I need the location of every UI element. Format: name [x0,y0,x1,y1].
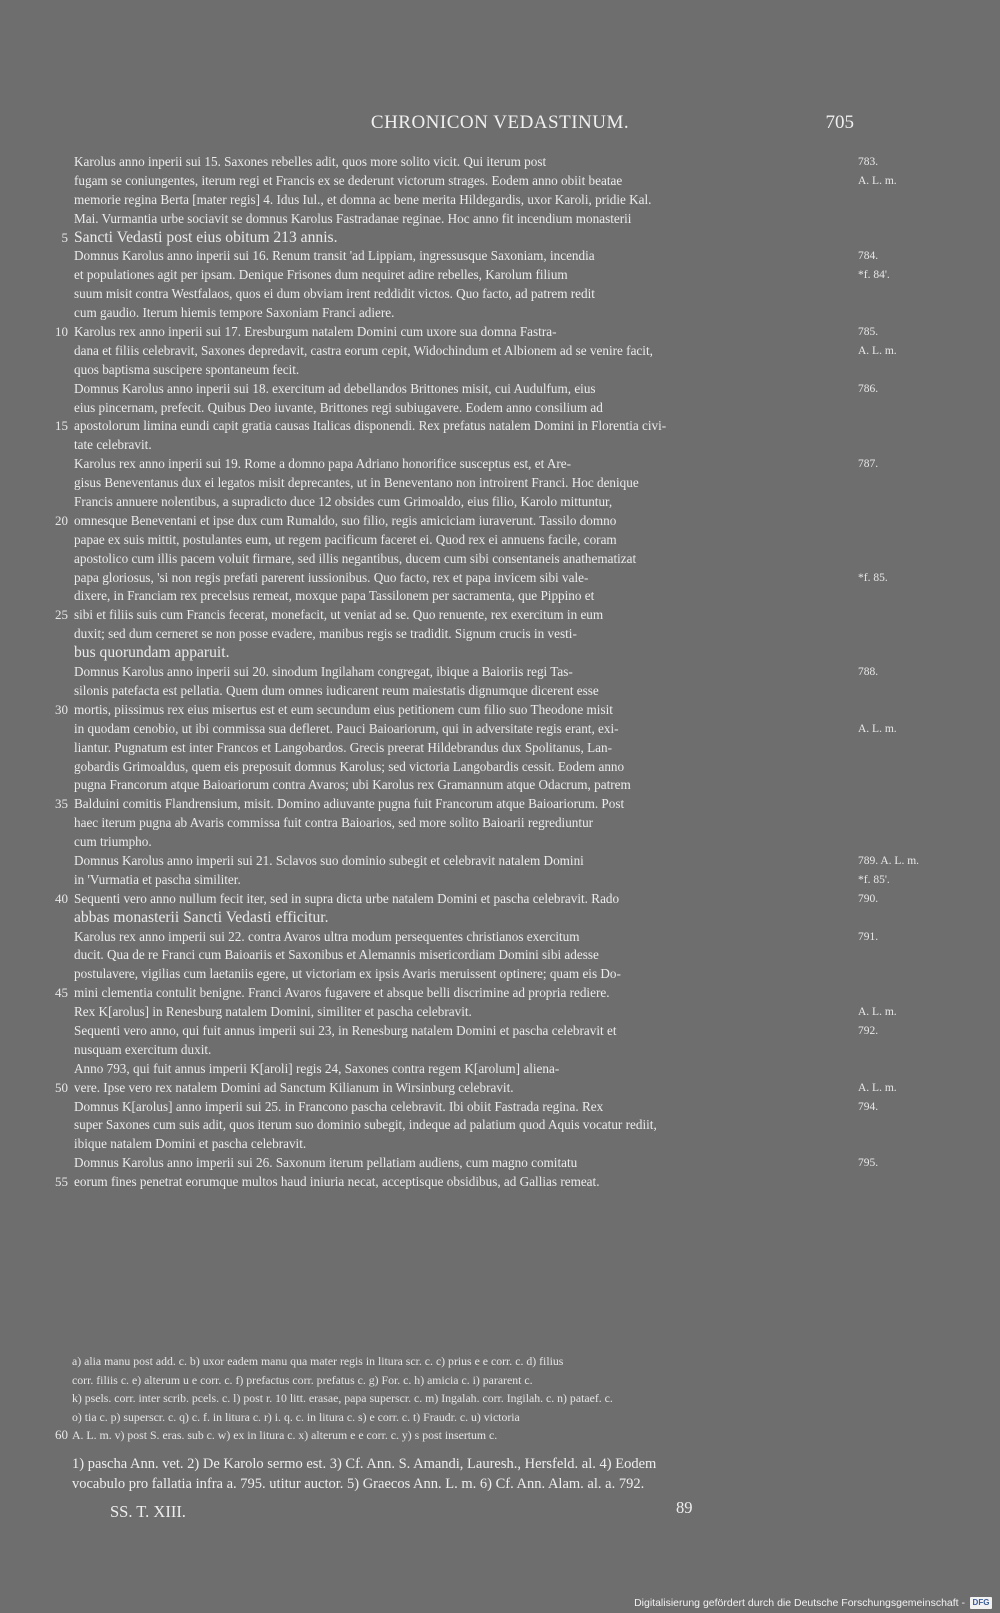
line-text: tate celebravit. [74,437,152,453]
text-line [74,776,854,795]
text-line [74,682,854,701]
text-line [74,531,854,550]
margin-year-note: 787. [858,458,879,471]
line-text: eorum fines penetrat eorumque multos haud iniuria necat, acceptisque obsidibus, ad Gallias remeat. [74,1174,600,1190]
line-text: Karolus rex anno imperii sui 22. contra Avaros ultra modum persequentes christianos exercitum [74,928,580,944]
line-text: postulavere, vigilias cum laetaniis egere, ut victoriam ex ipsis Avaris meruissent optinere; quam eis Do- [74,966,621,982]
margin-year-note: 786. [858,382,879,395]
line-number: 35 [55,796,68,812]
apparatus-text: corr. filiis c. e) alterum u e corr. c. f) prefactus corr. prefatus c. g) For. c. h) amicia c. i) pararent c. [72,1372,533,1387]
line-text: gobardis Grimoaldus, quem eis preposuit domnus Karolus; sed victoria Langobardis cessit. Eodem anno [74,758,625,774]
line-number: 5 [61,229,68,245]
margin-year-note: A. L. m. [858,1006,897,1019]
text-line [74,550,854,569]
line-text: Rex K[arolus] in Renesburg natalem Domini, similiter et pascha celebravit. [74,1004,472,1020]
line-text: vere. Ipse vero rex natalem Domini ad Sanctum Kilianum in Wirsinburg celebravit. [74,1079,514,1095]
text-line [74,474,854,493]
text-line [74,361,854,380]
text-line [55,1173,854,1192]
text-line [74,625,854,644]
margin-year-note: 788. [858,666,879,679]
margin-year-note: 791. [858,930,879,943]
line-text: cum gaudio. Iterum hiemis tempore Saxoniam Franci adiere. [74,305,395,321]
line-text: Francis annuere nolentibus, a supradicto duce 12 obsides cum Grimoaldo, eius filio, Karolo mittuntur, [74,494,613,510]
line-text: apostolico cum illis pacem voluit firmare, sed illis negantibus, ducem cum sibi consentaneis anathematizat [74,550,637,566]
line-text: Mai. Vurmantia urbe sociavit se domnus Karolus Fastradanae reginae. Hoc anno fit incendium monasterii [74,210,632,226]
text-line [74,153,879,172]
line-text: cum triumpho. [74,834,152,850]
text-line [74,1060,854,1079]
text-line [74,1154,879,1173]
text-line [55,701,854,720]
text-line [74,342,897,361]
line-text: Karolus anno inperii sui 15. Saxones rebelles adit, quos more solito vicit. Qui iterum post [74,154,547,169]
line-text: quos baptisma suscipere spontaneum fecit. [74,361,300,377]
margin-year-note: 783. [858,156,879,168]
line-text: duxit; sed dum cerneret se non posse evadere, manibus regis se tradidit. Signum crucis in vesti- [74,626,577,642]
text-line [74,380,879,399]
line-text: in 'Vurmatia et pascha similiter. [74,871,241,887]
text-line [55,795,854,814]
line-text: gisus Beneventanus dux ei legatos misit deprecantes, ut in Beneventano non introirent Franci. Hoc denique [74,475,639,491]
running-header [0,112,1000,142]
margin-year-note: A. L. m. [858,174,897,187]
line-text: Domnus Karolus anno imperii sui 21. Sclavos suo dominio subegit et celebravit natalem Domini [74,852,584,868]
text-line [55,890,879,909]
line-number: 55 [55,1174,68,1190]
apparatus-text: o) tia c. p) superscr. c. q) c. f. in litura c. r) i. q. c. in litura c. s) e corr. c. t) Fraudr. c. u) victoria [72,1409,520,1424]
credit-text: Digitalisierung gefördert durch die Deutsche Forschungsgemeinschaft - [634,1597,965,1609]
line-text: papae ex suis mittit, postulantes eum, ut regem pacificum faceret ei. Quod rex ei annuens facile, coram [74,531,617,547]
margin-year-note: *f. 85. [858,571,888,584]
line-text: Balduini comitis Flandrensium, misit. Domino adiuvante pugna fuit Francorum atque Baioariorum. Post [74,796,625,812]
footnote-line: vocabulo pro fallatia infra a. 795. utitur auctor. 5) Graecos Ann. L. m. 6) Cf. Ann. Alam. al. a. 792. [72,1476,645,1492]
line-text: Sequenti vero anno, qui fuit annus imperii sui 23, in Renesburg natalem Domini et pascha celebravit et [74,1022,617,1038]
line-text: Domnus Karolus anno inperii sui 20. sinodum Ingilaham congregat, ibique a Baioriis regi Tas- [74,664,573,680]
text-line [74,172,897,191]
dfg-logo-icon: DFG [970,1597,992,1609]
line-number: 15 [55,418,68,434]
line-text: ducit. Qua de re Franci cum Baioariis et Saxonibus et Alemannis misericordiam Domini sibi adesse [74,947,599,963]
text-line [74,1098,879,1117]
line-text: super Saxones cum suis adit, quos iterum suo dominio subegit, indeque ad palatium quod Aquis vocatur rediit, [74,1117,657,1133]
text-line [74,644,854,663]
line-text: Sequenti vero anno nullum fecit iter, sed in supra dicta urbe natalem Domini et pascha celebravit. Rado [74,890,620,906]
text-line [74,569,888,588]
line-text: silonis patefacta est pellatia. Quem dum omnes iudicarent reum maiestatis dignumque dicerent esse [74,682,599,698]
margin-year-note: A. L. m. [858,344,897,357]
margin-year-note: 795. [858,1157,879,1170]
line-text: Domnus Karolus anno imperii sui 26. Saxonum iterum pellatiam audiens, cum magno comitatu [74,1155,578,1171]
line-text: mini clementia contulit benigne. Franci Avaros fugavere et absque belli discrimine ad propria rediere. [74,985,610,1001]
text-line [74,191,854,210]
text-line [74,1135,854,1154]
margin-year-note: 790. [858,892,879,905]
margin-year-note: 792. [858,1024,879,1037]
critical-apparatus [55,1352,862,1445]
running-title: CHRONICON VEDASTINUM. [370,112,630,133]
line-text: papa gloriosus, 'si non regis prefati parerent iussionibus. Quo facto, rex et papa invicem sibi vale- [74,569,589,585]
line-number: 50 [55,1079,68,1095]
margin-year-note: 785. [858,326,879,339]
text-line [74,663,879,682]
line-number: 45 [55,985,68,1001]
line-text: apostolorum limina eundi capit gratia causas Italicas disponendi. Rex prefatus natalem Domini in Florentia civi- [74,418,667,434]
line-number: 60 [55,1427,68,1443]
apparatus-line [72,1408,862,1427]
text-line [74,720,897,739]
text-line [74,739,854,758]
apparatus-text: k) psels. corr. inter scrib. pcels. c. l) post r. 10 litt. erasae, papa superscr. c. m) Ingalah. corr. Ingilah. c. n) pataef. c. [72,1391,613,1406]
text-line [74,1003,897,1022]
line-text: abbas monasterii Sancti Vedasti efficitur. [74,908,329,926]
line-text: et populationes agit per ipsam. Denique Frisones dum nequiret adire rebelles, Karolum filium [74,267,568,283]
margin-year-note: 784. [858,250,879,263]
margin-year-note: *f. 85'. [858,873,890,886]
line-text: haec iterum pugna ab Avaris commissa fuit contra Baioarios, sed more solito Baioarii regrediuntur [74,815,594,831]
footnotes [72,1454,872,1494]
line-text: Domnus Karolus anno inperii sui 18. exercitum ad debellandos Brittones misit, cui Audulfum, eius [74,380,596,396]
apparatus-text: A. L. m. v) post S. eras. sub c. w) ex in litura c. x) alterum e e corr. c. y) s post insertum c. [72,1428,498,1443]
text-line [74,965,854,984]
text-line [74,436,854,455]
line-text: mortis, piissimus rex eius misertus est et eum secundum eius petitionem cum filio suo Theodone misit [74,701,613,717]
text-line [61,228,854,248]
line-text: fugam se coniungentes, iterum regi et Francis ex se dederunt victorum strages. Eodem anno obiit beatae [74,172,623,188]
line-number: 10 [55,324,68,340]
main-text [55,153,920,1192]
apparatus-line [72,1352,862,1371]
margin-year-note: A. L. m. [858,1081,897,1094]
text-line [55,417,854,436]
line-text: in quodam cenobio, ut ibi commissa sua defleret. Pauci Baioariorum, qui in adversitate regis erant, exi- [74,720,619,736]
apparatus-text: a) alia manu post add. c. b) uxor eadem manu qua mater regis in litura scr. c. c) prius e e corr. c. d) filius [72,1354,564,1368]
line-text: Sancti Vedasti post eius obitum 213 annis. [74,228,338,246]
text-line [74,493,854,512]
text-line [74,1022,879,1041]
text-line [74,946,854,965]
line-text: dana et filiis celebravit, Saxones depredavit, castra eorum cepit, Widochindum et Albionem ad se venire facit, [74,342,653,358]
apparatus-line [55,1426,862,1445]
line-text: memorie regina Berta [mater regis] 4. Idus Iul., et domna ac bene merita Hildegardis, uxor Karoli, pridie Kal. [74,191,652,207]
margin-year-note: 794. [858,1100,879,1113]
signature-mark: SS. T. XIII. [110,1502,186,1521]
text-line [55,512,854,531]
text-line [74,833,854,852]
line-text: pugna Francorum atque Baioariorum contra Avaros; ubi Karolus rex Gramannum atque Odacrum, patrem [74,777,631,793]
line-number: 25 [55,607,68,623]
line-text: Domnus Karolus anno inperii sui 16. Renum transit 'ad Lippiam, ingressusque Saxoniam, incendia [74,248,595,264]
line-number: 40 [55,890,68,906]
line-number: 30 [55,701,68,717]
text-line [74,285,854,304]
apparatus-line [72,1371,862,1390]
line-number: 20 [55,512,68,528]
page-number: 705 [825,112,854,133]
line-text: dixere, in Franciam rex precelsus remeat, moxque papa Tassilonem per sacramenta, que Pippino et [74,588,595,604]
margin-year-note: *f. 84'. [858,269,890,282]
sheet-number: 89 [676,1498,693,1517]
line-text: bus quorundam apparuit. [74,644,230,662]
text-line [74,909,854,928]
line-text: ibique natalem Domini et pascha celebravit. [74,1136,307,1152]
text-line [74,852,920,871]
text-line [55,606,854,625]
line-text: Karolus rex anno inperii sui 19. Rome a domno papa Adriano honorifice susceptus est, et Are- [74,456,571,472]
line-text: Domnus K[arolus] anno imperii sui 25. in Francono pascha celebravit. Ibi obiit Fastrada regina. Rex [74,1098,604,1114]
line-text: eius pincernam, prefecit. Quibus Deo iuvante, Brittones regi subiugavere. Eodem anno consilium ad [74,399,603,415]
line-text: suum misit contra Westfalaos, quos ei dum obviam irent reddidit victos. Quo facto, ad patrem redit [74,286,595,302]
digitization-credit [634,1596,992,1610]
text-line [74,587,854,606]
line-text: liantur. Pugnatum est inter Francos et Langobardos. Grecis preerat Hildebrandus dux Spolitanus, Lan- [74,739,612,755]
text-line [55,323,879,342]
line-text: omnesque Beneventani et ipse dux cum Rumaldo, suo filio, regis amiciciam iuraverunt. Tassilo domno [74,512,617,528]
text-line [74,928,879,947]
text-line [74,1116,854,1135]
text-line [55,984,854,1003]
text-line [74,266,890,285]
text-line [74,814,854,833]
margin-year-note: A. L. m. [858,722,897,735]
text-line [55,1079,897,1098]
apparatus-line [72,1389,862,1408]
margin-year-note: 789. A. L. m. [858,854,920,867]
line-text: nusquam exercitum duxit. [74,1041,212,1057]
text-line [74,1041,854,1060]
text-line [74,758,854,777]
line-text: Karolus rex anno inperii sui 17. Eresburgum natalem Domini cum uxore sua domna Fastra- [74,324,557,340]
footnote-line: 1) pascha Ann. vet. 2) De Karolo sermo est. 3) Cf. Ann. S. Amandi, Lauresh., Hersfeld. al. 4) Eodem [72,1456,657,1472]
text-line [74,455,879,474]
text-line [74,871,890,890]
text-line [74,210,854,229]
line-text: sibi et filiis suis cum Francis fecerat, monefacit, ut veniat ad se. Quo renuente, rex exercitum in eum [74,607,604,623]
text-line [74,247,879,266]
text-line [74,399,854,418]
text-line [74,304,854,323]
line-text: Anno 793, qui fuit annus imperii K[aroli] regis 24, Saxones contra regem K[arolum] aliena- [74,1060,560,1076]
